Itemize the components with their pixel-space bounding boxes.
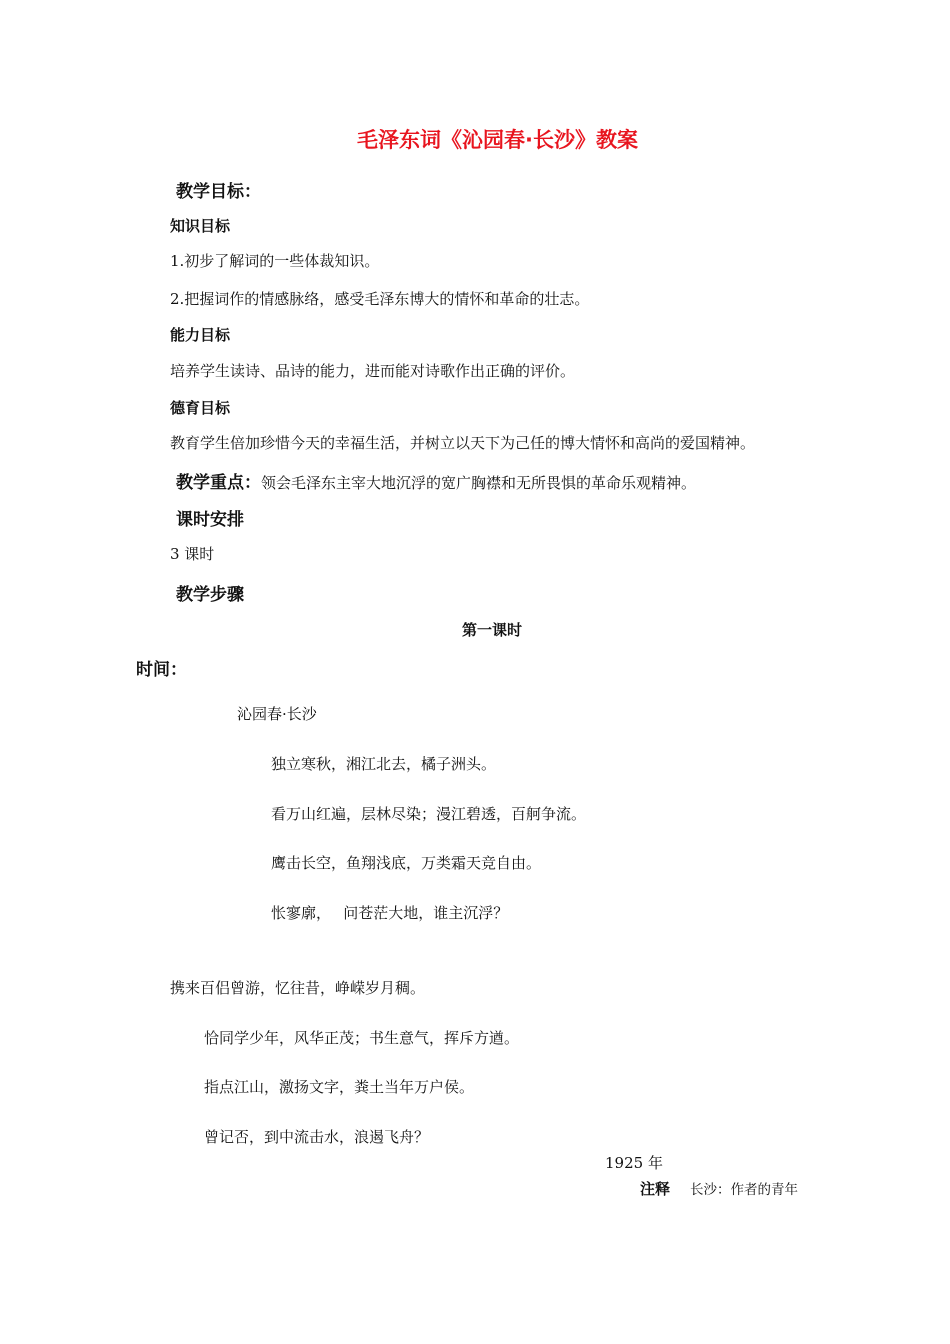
poem-line: 指点江山，激扬文字，粪土当年万户侯。 [204, 1078, 475, 1096]
lesson-heading: 第一课时 [461, 621, 522, 639]
poem-line: 鹰击长空，鱼翔浅底，万类霜天竞自由。 [271, 854, 542, 872]
time-label: 时间： [136, 660, 187, 680]
moral-text: 教育学生倍加珍惜今天的幸福生活，并树立以天下为己任的博大情怀和高尚的爱国精神。 [170, 434, 756, 452]
poem-line: 携来百侣曾游，忆往昔，峥嵘岁月稠。 [170, 979, 426, 997]
poem-title: 沁园春·长沙 [237, 705, 317, 723]
poem-line: 怅寥廓， 问苍茫大地，谁主沉浮？ [271, 904, 509, 922]
poem-year: 1925 年 [605, 1154, 663, 1172]
document-title: 毛泽东词《沁园春·长沙》教案 [357, 128, 638, 152]
schedule-text: 3 课时 [170, 545, 215, 563]
ability-text: 培养学生读诗、品诗的能力，进而能对诗歌作出正确的评价。 [170, 362, 576, 380]
moral-heading: 德育目标 [170, 399, 231, 417]
steps-heading: 教学步骤 [176, 585, 244, 605]
note-label: 注释 [640, 1180, 671, 1198]
schedule-heading: 课时安排 [176, 510, 244, 530]
poem-line: 看万山红遍，层林尽染；漫江碧透，百舸争流。 [271, 805, 587, 823]
knowledge-item-2: 2.把握词作的情感脉络，感受毛泽东博大的情怀和革命的壮志。 [170, 290, 590, 308]
key-points-label: 教学重点： [176, 473, 261, 493]
note-text: 长沙：作者的青年 [690, 1182, 799, 1198]
knowledge-item-1: 1.初步了解词的一些体裁知识。 [170, 252, 380, 270]
note [640, 1178, 798, 1199]
ability-heading: 能力目标 [170, 326, 231, 344]
poem-line: 恰同学少年，风华正茂；书生意气，挥斥方遒。 [204, 1029, 520, 1047]
key-points-text: 领会毛泽东主宰大地沉浮的宽广胸襟和无所畏惧的革命乐观精神。 [261, 474, 697, 492]
objectives-heading: 教学目标： [176, 182, 261, 202]
poem-line: 曾记否，到中流击水，浪遏飞舟？ [204, 1128, 430, 1146]
poem-line: 独立寒秋，湘江北去，橘子洲头。 [271, 755, 497, 773]
knowledge-heading: 知识目标 [170, 217, 231, 235]
key-points [176, 468, 696, 493]
